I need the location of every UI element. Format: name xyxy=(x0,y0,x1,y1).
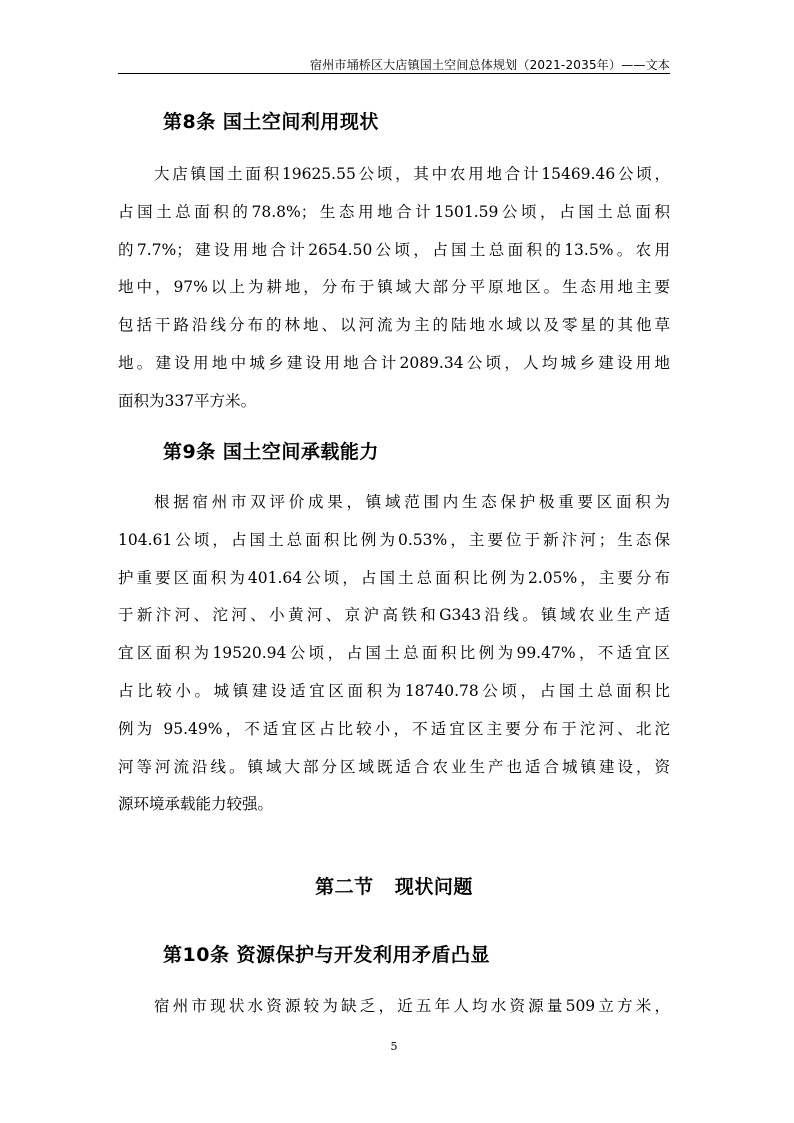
article-8-body xyxy=(118,156,670,421)
article-9-line: 护重要区面积为401.64公顷，占国土总面积比例为2.05%，主要分布 xyxy=(118,568,670,587)
section-2-title: 第二节 现状问题 xyxy=(315,876,473,898)
page-number: 5 xyxy=(390,1040,398,1053)
article-10-body xyxy=(118,988,670,1026)
article-9-line: 根据宿州市双评价成果，镇域范围内生态保护极重要区面积为 xyxy=(154,493,670,511)
article-9-line: 104.61公顷，占国土总面积比例为0.53%，主要位于新汴河；生态保 xyxy=(118,530,670,549)
article-9-line: 源环境承载能力较强。 xyxy=(118,795,274,814)
article-9-line: 河等河流沿线。镇域大部分区域既适合农业生产也适合城镇建设，资 xyxy=(118,757,670,776)
article-8-line: 面积为337平方米。 xyxy=(118,391,257,410)
article-8-line: 占国土总面积的78.8%；生态用地合计1501.59公顷，占国土总面积 xyxy=(118,202,670,221)
article-8-line: 地中，97%以上为耕地，分布于镇域大部分平原地区。生态用地主要 xyxy=(118,278,670,297)
article-8-line: 大店镇国土面积19625.55公顷，其中农用地合计15469.46公顷， xyxy=(154,165,670,183)
article-10-line: 宿州市现状水资源较为缺乏，近五年人均水资源量509立方米， xyxy=(154,997,670,1015)
article-10-title: 第10条 资源保护与开发利用矛盾凸显 xyxy=(163,944,491,966)
article-9-line: 占比较小。城镇建设适宜区面积为18740.78公顷，占国土总面积比 xyxy=(118,681,670,700)
article-9-line: 例为 95.49%，不适宜区占比较小，不适宜区主要分布于沱河、北沱 xyxy=(118,719,670,738)
header-rule xyxy=(118,73,670,74)
article-9-body xyxy=(118,484,670,824)
article-9-title: 第9条 国土空间承载能力 xyxy=(163,441,379,463)
running-header: 宿州市埇桥区大店镇国土空间总体规划（2021-2035年）——文本 xyxy=(309,58,670,72)
article-8-line: 的7.7%；建设用地合计2654.50公顷，占国土总面积的13.5%。农用 xyxy=(118,240,670,259)
article-8-line: 地。建设用地中城乡建设用地合计2089.34公顷，人均城乡建设用地 xyxy=(118,353,670,372)
article-8-line: 包括干路沿线分布的林地、以河流为主的陆地水域以及零星的其他草 xyxy=(118,316,670,335)
article-9-line: 宜区面积为19520.94公顷，占国土总面积比例为99.47%，不适宜区 xyxy=(118,644,670,663)
article-9-line: 于新汴河、沱河、小黄河、京沪高铁和G343沿线。镇域农业生产适 xyxy=(118,606,670,625)
article-8-title: 第8条 国土空间利用现状 xyxy=(163,111,379,133)
